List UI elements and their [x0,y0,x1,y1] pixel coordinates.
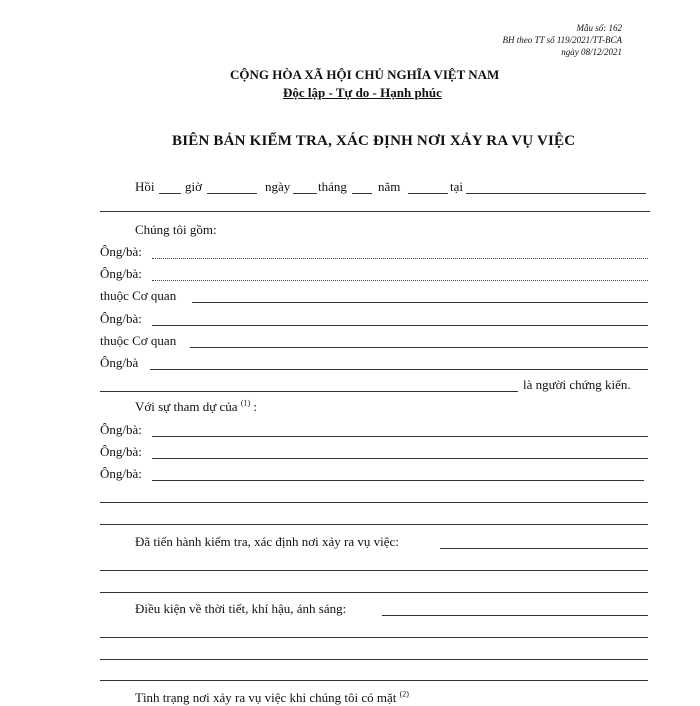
status-label [135,690,409,706]
participant-2-field[interactable] [152,458,648,459]
member-3-field[interactable] [152,325,648,326]
participant-3-field[interactable] [152,480,644,481]
label-hour: Hồi [135,179,155,194]
participants-extra-line-2[interactable] [100,524,648,525]
label-month: tháng [318,179,347,194]
form-meta [502,22,622,58]
label-year: năm [378,179,401,194]
participant-1-label: Ông/bà: [100,422,142,437]
members-intro: Chúng tôi gồm: [135,222,217,237]
inspection-line-2[interactable] [100,570,648,571]
issued-date: ngày 08/12/2021 [561,47,622,57]
member-3-label: Ông/bà: [100,311,142,326]
conditions-line-2[interactable] [100,637,648,638]
witness-field[interactable] [100,391,518,392]
location-field[interactable] [466,193,646,194]
status-footnote-ref: (2) [399,689,409,699]
participants-intro-text: Với sự tham dự của [135,399,238,414]
minute-field[interactable] [207,193,257,194]
participants-extra-line-1[interactable] [100,502,648,503]
inspection-line-3[interactable] [100,592,648,593]
month-field[interactable] [352,193,372,194]
member-4-field[interactable] [150,369,648,370]
conditions-field[interactable] [382,615,648,616]
issued-by: BH theo TT số 119/2021/TT-BCA [502,35,622,45]
hour-field[interactable] [159,193,181,194]
member-4-label: Ông/bà [100,355,139,370]
witness-label: là người chứng kiến. [523,377,631,392]
inspection-label: Đã tiến hành kiểm tra, xác định nơi xảy ra vụ việc: [135,534,399,549]
member-2-label: Ông/bà: [100,266,142,281]
participant-2-label: Ông/bà: [100,444,142,459]
conditions-line-4[interactable] [100,680,648,681]
agency-1-label: thuộc Cơ quan [100,288,177,303]
nation-heading: CỘNG HÒA XÃ HỘI CHỦ NGHĨA VIỆT NAM [230,67,500,82]
agency-2-field[interactable] [190,347,648,348]
agency-2-label: thuộc Cơ quan [100,333,177,348]
participants-colon: : [253,399,258,414]
document-title: BIÊN BẢN KIỂM TRA, XÁC ĐỊNH NƠI XẢY RA VỤ VIỆC [172,133,576,149]
participant-1-field[interactable] [152,436,648,437]
form-number: Mẫu số: 162 [576,23,622,33]
location-field-continued[interactable] [100,211,650,212]
label-minute: giờ [185,179,202,194]
conditions-label: Điều kiện về thời tiết, khí hậu, ánh sáng: [135,601,347,616]
member-1-label: Ông/bà: [100,244,142,259]
label-day: ngày [265,179,291,194]
participants-intro [135,399,257,415]
agency-1-field[interactable] [192,302,648,303]
motto: Độc lập - Tự do - Hạnh phúc [283,85,442,100]
day-field[interactable] [293,193,317,194]
status-label-text: Tình trạng nơi xảy ra vụ việc khi chúng tôi có mặt [135,690,397,705]
participants-footnote-ref: (1) [240,398,251,408]
inspection-field[interactable] [440,548,648,549]
year-field[interactable] [408,193,448,194]
participant-3-label: Ông/bà: [100,466,142,481]
member-1-field[interactable] [152,258,648,259]
label-at: tại [450,179,463,194]
conditions-line-3[interactable] [100,659,648,660]
member-2-field[interactable] [152,280,648,281]
